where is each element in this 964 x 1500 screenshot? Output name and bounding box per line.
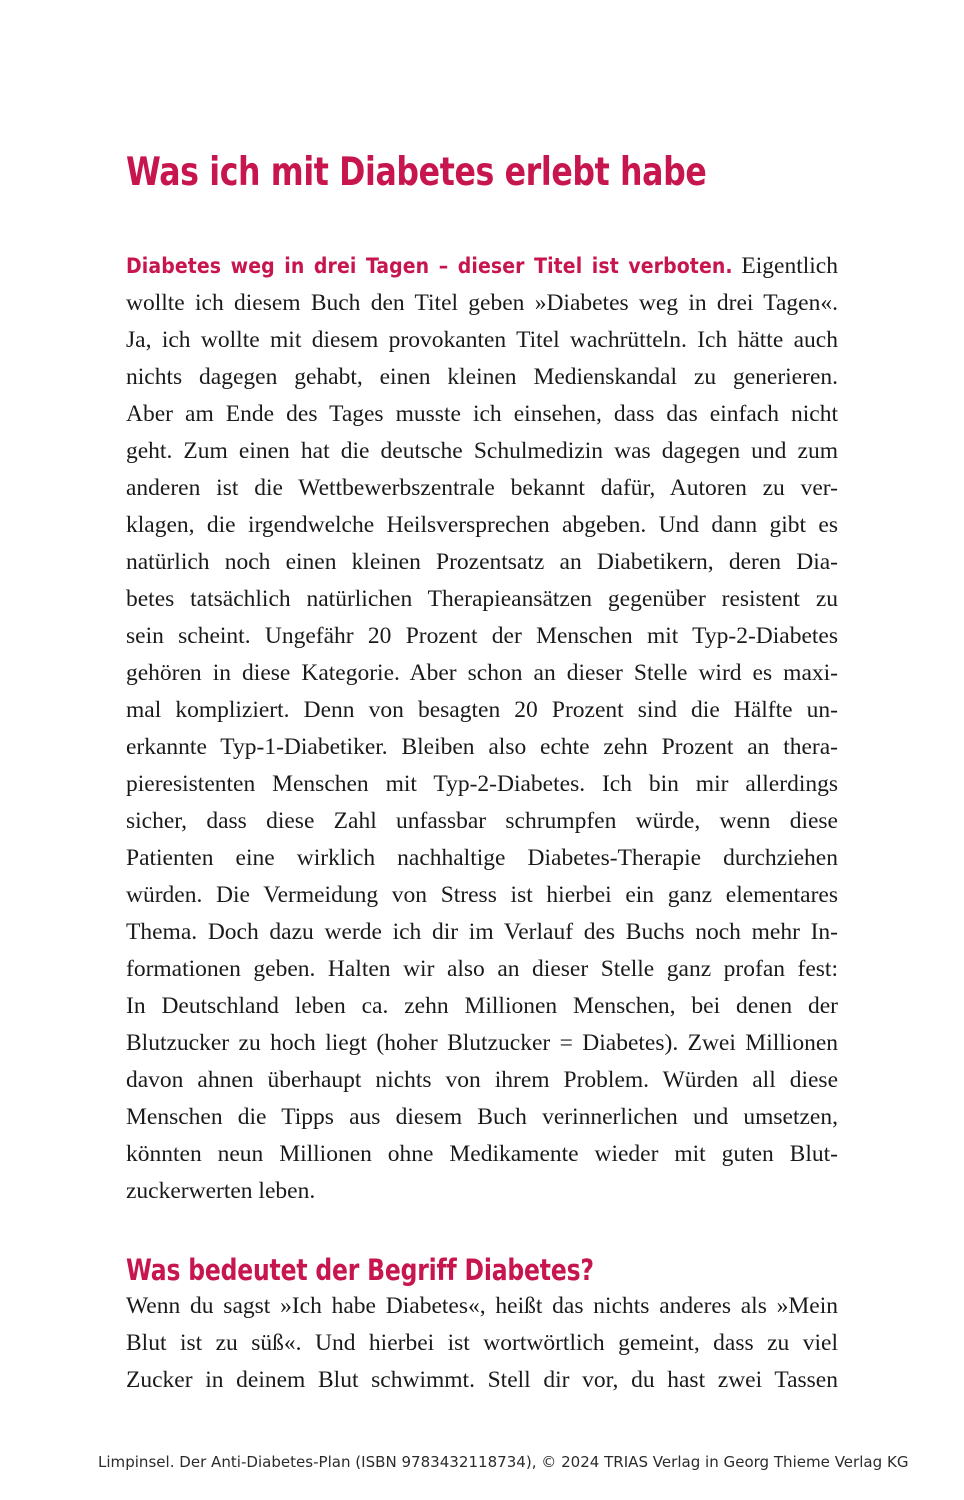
text-line — [126, 1173, 838, 1210]
text-run: Wenn du sagst »Ich habe Diabetes«, heißt das nichts anderes als »Mein — [126, 1293, 838, 1319]
text-run: Blutzucker zu hoch liegt (hoher Blutzucker = Diabetes). Zwei Millionen — [126, 1030, 838, 1056]
text-run: geht. Zum einen hat die deutsche Schulmedizin was dagegen und zum — [126, 438, 838, 464]
text-run: Eigentlich — [741, 253, 838, 279]
text-line — [126, 1136, 838, 1173]
section-heading: Was bedeutet der Begriff Diabetes? — [126, 1253, 594, 1288]
text-run: mal kompliziert. Denn von besagten 20 Prozent sind die Hälfte un- — [126, 697, 838, 723]
text-line — [126, 1062, 838, 1099]
text-run: betes tatsächlich natürlichen Therapieansätzen gegenüber resistent zu — [126, 586, 838, 612]
text-line — [126, 359, 838, 396]
text-line — [126, 803, 838, 840]
text-run: anderen ist die Wettbewerbszentrale bekannt dafür, Autoren zu ver- — [126, 475, 838, 501]
text-run: Blut ist zu süß«. Und hierbei ist wortwörtlich gemeint, dass zu viel — [126, 1330, 838, 1356]
text-line — [126, 507, 838, 544]
text-line — [126, 1325, 838, 1362]
text-run: zuckerwerten leben. — [126, 1178, 316, 1204]
text-run: Aber am Ende des Tages musste ich einsehen, dass das einfach nicht — [126, 401, 838, 427]
text-run: In Deutschland leben ca. zehn Millionen Menschen, bei denen der — [126, 993, 838, 1019]
text-run: Ja, ich wollte mit diesem provokanten Titel wachrütteln. Ich hätte auch — [126, 327, 838, 353]
text-line — [126, 692, 838, 729]
text-line — [126, 581, 838, 618]
text-run: natürlich noch einen kleinen Prozentsatz an Diabetikern, deren Dia- — [126, 549, 838, 575]
text-run: pieresistenten Menschen mit Typ-2-Diabetes. Ich bin mir allerdings — [126, 771, 838, 797]
text-line — [126, 322, 838, 359]
text-line — [126, 840, 838, 877]
text-line — [126, 433, 838, 470]
text-run: gehören in diese Kategorie. Aber schon an dieser Stelle wird es maxi- — [126, 660, 838, 686]
text-line — [126, 1288, 838, 1325]
page-title: Was ich mit Diabetes erlebt habe — [126, 150, 707, 196]
text-line — [126, 1099, 838, 1136]
text-line — [126, 877, 838, 914]
text-run: Patienten eine wirklich nachhaltige Diabetes-Therapie durchziehen — [126, 845, 838, 871]
text-run: sicher, dass diese Zahl unfassbar schrumpfen würde, wenn diese — [126, 808, 838, 834]
text-run: formationen geben. Halten wir also an dieser Stelle ganz profan fest: — [126, 956, 838, 982]
text-line — [126, 729, 838, 766]
text-line — [126, 951, 838, 988]
text-line — [126, 618, 838, 655]
paragraph-one — [126, 248, 838, 1210]
text-run: Thema. Doch dazu werde ich dir im Verlauf des Buchs noch mehr In- — [126, 919, 838, 945]
text-line — [126, 1025, 838, 1062]
text-line — [126, 396, 838, 433]
text-run: sein scheint. Ungefähr 20 Prozent der Menschen mit Typ-2-Diabetes — [126, 623, 838, 649]
text-line — [126, 766, 838, 803]
text-line — [126, 655, 838, 692]
text-run: klagen, die irgendwelche Heilsversprechen abgeben. Und dann gibt es — [126, 512, 838, 538]
text-line — [126, 470, 838, 507]
text-line — [126, 1362, 838, 1399]
text-line — [126, 544, 838, 581]
paragraph-lead-in: Diabetes weg in drei Tagen – dieser Titel ist verboten. — [126, 254, 733, 278]
text-line — [126, 914, 838, 951]
text-run: Menschen die Tipps aus diesem Buch verinnerlichen und umsetzen, — [126, 1104, 838, 1130]
text-run: davon ahnen überhaupt nichts von ihrem Problem. Würden all diese — [126, 1067, 838, 1093]
text-run: Zucker in deinem Blut schwimmt. Stell dir vor, du hast zwei Tassen — [126, 1367, 838, 1393]
copyright-footer: Limpinsel. Der Anti-Diabetes-Plan (ISBN 9783432118734), © 2024 TRIAS Verlag in Georg Thieme Verlag KG — [98, 1453, 909, 1471]
text-line — [126, 988, 838, 1025]
text-line — [126, 248, 838, 285]
text-run: wollte ich diesem Buch den Titel geben »Diabetes weg in drei Tagen«. — [126, 290, 838, 316]
text-run: nichts dagegen gehabt, einen kleinen Medienskandal zu generieren. — [126, 364, 838, 390]
text-run: würden. Die Vermeidung von Stress ist hierbei ein ganz elementares — [126, 882, 838, 908]
text-run: erkannte Typ-1-Diabetiker. Bleiben also echte zehn Prozent an thera- — [126, 734, 838, 760]
text-run: könnten neun Millionen ohne Medikamente wieder mit guten Blut- — [126, 1141, 838, 1167]
text-line — [126, 285, 838, 322]
paragraph-two — [126, 1288, 838, 1399]
